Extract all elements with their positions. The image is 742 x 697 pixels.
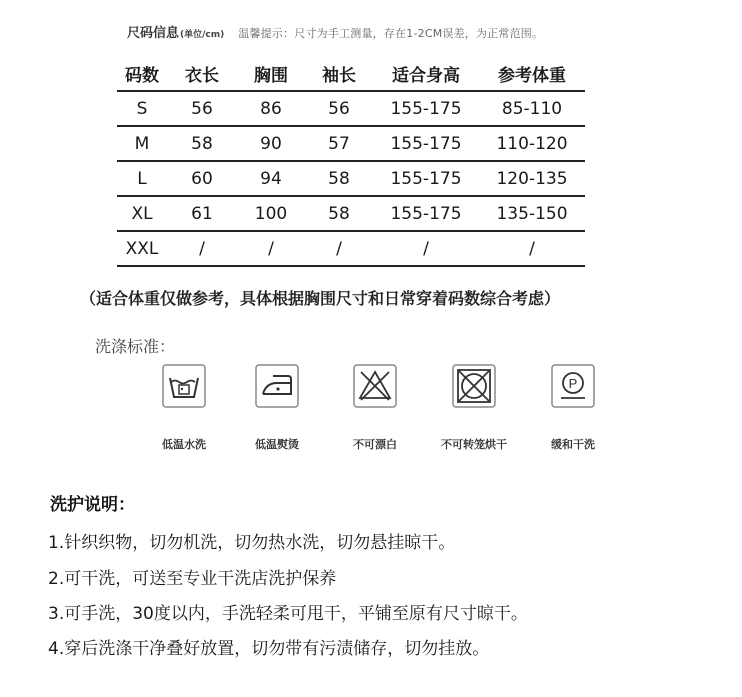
table-row <box>117 91 585 126</box>
table-cell: 155-175 <box>373 91 479 126</box>
table-row <box>117 126 585 161</box>
table-cell: / <box>237 231 305 266</box>
table-cell: 58 <box>305 161 373 196</box>
table-cell: 110-120 <box>479 126 585 161</box>
no-tumble-dry-icon <box>452 364 496 408</box>
low-temp-iron-icon <box>255 364 299 408</box>
weight-note: （适合体重仅做参考，具体根据胸围尺寸和日常穿着码数综合考虑） <box>80 289 561 308</box>
size-table <box>117 57 585 267</box>
table-header-row <box>117 57 585 91</box>
table-cell: 57 <box>305 126 373 161</box>
table-cell: 58 <box>167 126 237 161</box>
table-cell: XL <box>117 196 167 231</box>
care-label: 低温水洗 <box>162 438 206 451</box>
gentle-dry-clean-icon <box>551 364 595 408</box>
size-info-unit: (单位/cm) <box>180 30 225 40</box>
table-cell: 58 <box>305 196 373 231</box>
table-row <box>117 196 585 231</box>
column-header: 适合身高 <box>373 57 479 91</box>
table-row <box>117 231 585 266</box>
column-header: 袖长 <box>305 57 373 91</box>
table-cell: / <box>479 231 585 266</box>
table-cell: 155-175 <box>373 126 479 161</box>
table-cell: / <box>167 231 237 266</box>
low-temp-wash-icon <box>162 364 206 408</box>
care-instruction-line: 3.可手洗，30度以内，手洗轻柔可甩干，平铺至原有尺寸晾干。 <box>48 604 528 624</box>
svg-text:P: P <box>568 376 578 391</box>
care-instruction-line: 2.可干洗，可送至专业干洗店洗护保养 <box>48 569 337 589</box>
table-cell: 86 <box>237 91 305 126</box>
table-cell: 155-175 <box>373 196 479 231</box>
column-header: 衣长 <box>167 57 237 91</box>
table-cell: 60 <box>167 161 237 196</box>
care-label: 缓和干洗 <box>551 438 595 451</box>
measurement-tip: 温馨提示：尺寸为手工测量，存在1-2CM误差，为正常范围。 <box>238 27 544 40</box>
table-cell: 94 <box>237 161 305 196</box>
table-cell: 56 <box>305 91 373 126</box>
table-cell: / <box>373 231 479 266</box>
care-label: 不可转笼烘干 <box>441 438 507 451</box>
column-header: 胸围 <box>237 57 305 91</box>
size-info-header <box>127 22 543 41</box>
table-cell: 120-135 <box>479 161 585 196</box>
table-cell: / <box>305 231 373 266</box>
size-info-title: 尺码信息 <box>127 26 180 41</box>
table-cell: 90 <box>237 126 305 161</box>
care-label: 不可漂白 <box>353 438 397 451</box>
table-cell: XXL <box>117 231 167 266</box>
column-header: 参考体重 <box>479 57 585 91</box>
care-instruction-line: 1.针织织物，切勿机洗，切勿热水洗，切勿悬挂晾干。 <box>48 533 456 553</box>
column-header: 码数 <box>117 57 167 91</box>
table-cell: 85-110 <box>479 91 585 126</box>
table-cell: 100 <box>237 196 305 231</box>
table-cell: L <box>117 161 167 196</box>
table-cell: 155-175 <box>373 161 479 196</box>
no-bleach-icon <box>353 364 397 408</box>
table-cell: M <box>117 126 167 161</box>
care-instruction-line: 4.穿后洗涤干净叠好放置，切勿带有污渍储存，切勿挂放。 <box>48 639 490 659</box>
wash-standard-title: 洗涤标准： <box>95 337 176 356</box>
table-cell: 135-150 <box>479 196 585 231</box>
table-cell: 61 <box>167 196 237 231</box>
table-cell: 56 <box>167 91 237 126</box>
care-label: 低温熨烫 <box>255 438 299 451</box>
care-instructions-title: 洗护说明： <box>50 495 135 515</box>
table-cell: S <box>117 91 167 126</box>
table-row <box>117 161 585 196</box>
